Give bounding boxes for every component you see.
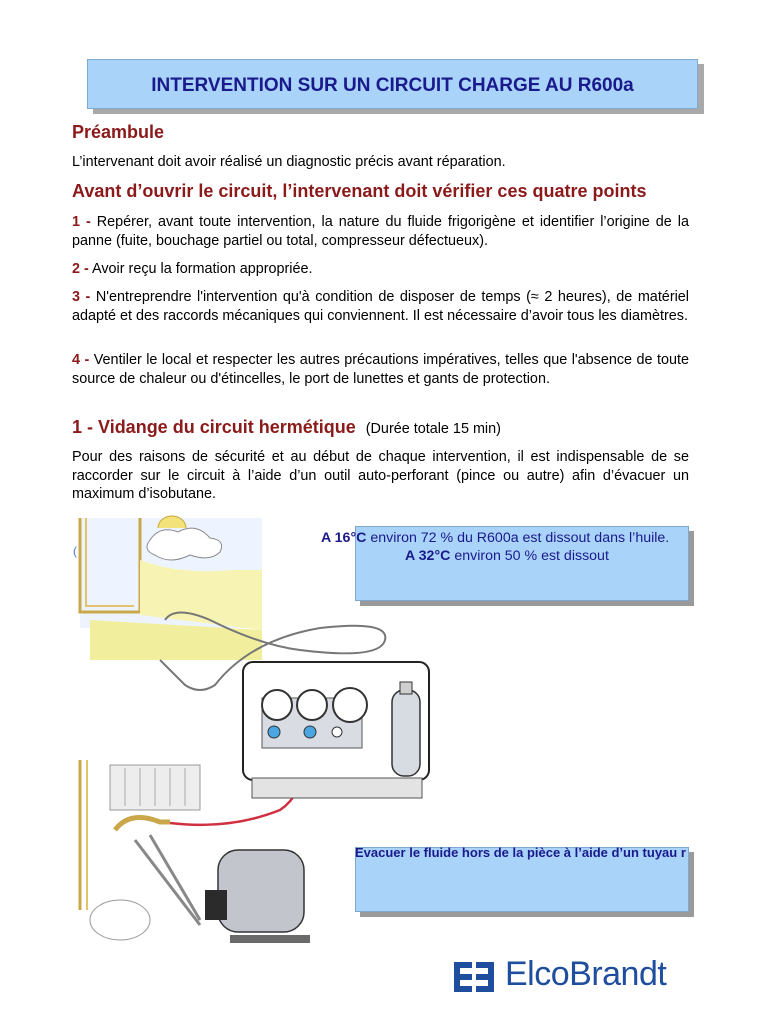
check-item-2 (72, 260, 689, 279)
section1-duration: (Durée totale 15 min) (365, 421, 501, 437)
check-item-1 (72, 213, 689, 250)
window-illustration (73, 516, 262, 660)
note1-text1: environ 72 % du R600a est dissout dans l’huile. (366, 530, 670, 546)
check-item-3 (72, 288, 689, 325)
title-banner (87, 59, 698, 109)
elcobrandt-logo-icon (452, 958, 500, 996)
compressor-illustration (205, 850, 310, 943)
check-text: Avoir reçu la formation appropriée. (88, 261, 313, 277)
check-number: 3 - (72, 289, 91, 305)
note1-temp1: A 16°C (321, 530, 367, 546)
preambule-text: L’intervenant doit avoir réalisé un diagnostic précis avant réparation. (72, 154, 506, 170)
page-title: INTERVENTION SUR UN CIRCUIT CHARGE AU R600a (151, 75, 634, 96)
check-number: 1 - (72, 214, 91, 230)
checks-heading: Avant d’ouvrir le circuit, l’intervenant doit vérifier ces quatre points (72, 181, 647, 201)
note1-temp2: A 32°C (405, 548, 451, 564)
check-number: 2 - (72, 261, 89, 277)
note1-text2: environ 50 % est dissout (450, 548, 609, 564)
note2-clip (355, 845, 768, 860)
note1-line2 (405, 548, 609, 564)
logo-wordmark: ElcoBrandt (505, 955, 667, 993)
preambule-heading: Préambule (72, 122, 165, 142)
section1-heading (72, 417, 501, 438)
note1-line1 (321, 530, 669, 546)
check-item-4 (72, 351, 689, 388)
note2-text: Evacuer le fluide hors de la pièce à l’aide d’un tuyau r (355, 845, 686, 860)
section1-text: Pour des raisons de sécurité et au début de chaque intervention, il est indispensable de se raccorder sur le circuit à l’aide d’un outil auto-perforant (pince ou autre) afin d’évacuer un maximum d’isobutane. (72, 449, 689, 502)
section1-title: 1 - Vidange du circuit hermétique (72, 417, 356, 437)
fridge-illustration (80, 760, 200, 940)
gauge-station (243, 662, 429, 798)
check-text: Ventiler le local et respecter les autres précautions impératives, telles que l'absence de toute source de chaleur ou d'étincelles, le port de lunettes et gants de protection. (72, 352, 690, 387)
check-text: Repérer, avant toute intervention, la nature du fluide frigorigène et identifier l’origine de la panne (fuite, bouchage partiel ou total, compresseur défectueux). (72, 214, 689, 249)
check-number: 4 - (72, 352, 90, 368)
check-text: N'entreprendre l'intervention qu'à condition de disposer de temps (≈ 2 heures), de matériel adapté et des raccords mécaniques qui conviennent. Il est nécessaire d’avoir tous les diamètres. (72, 289, 690, 324)
svg-text:(: ( (73, 544, 77, 558)
